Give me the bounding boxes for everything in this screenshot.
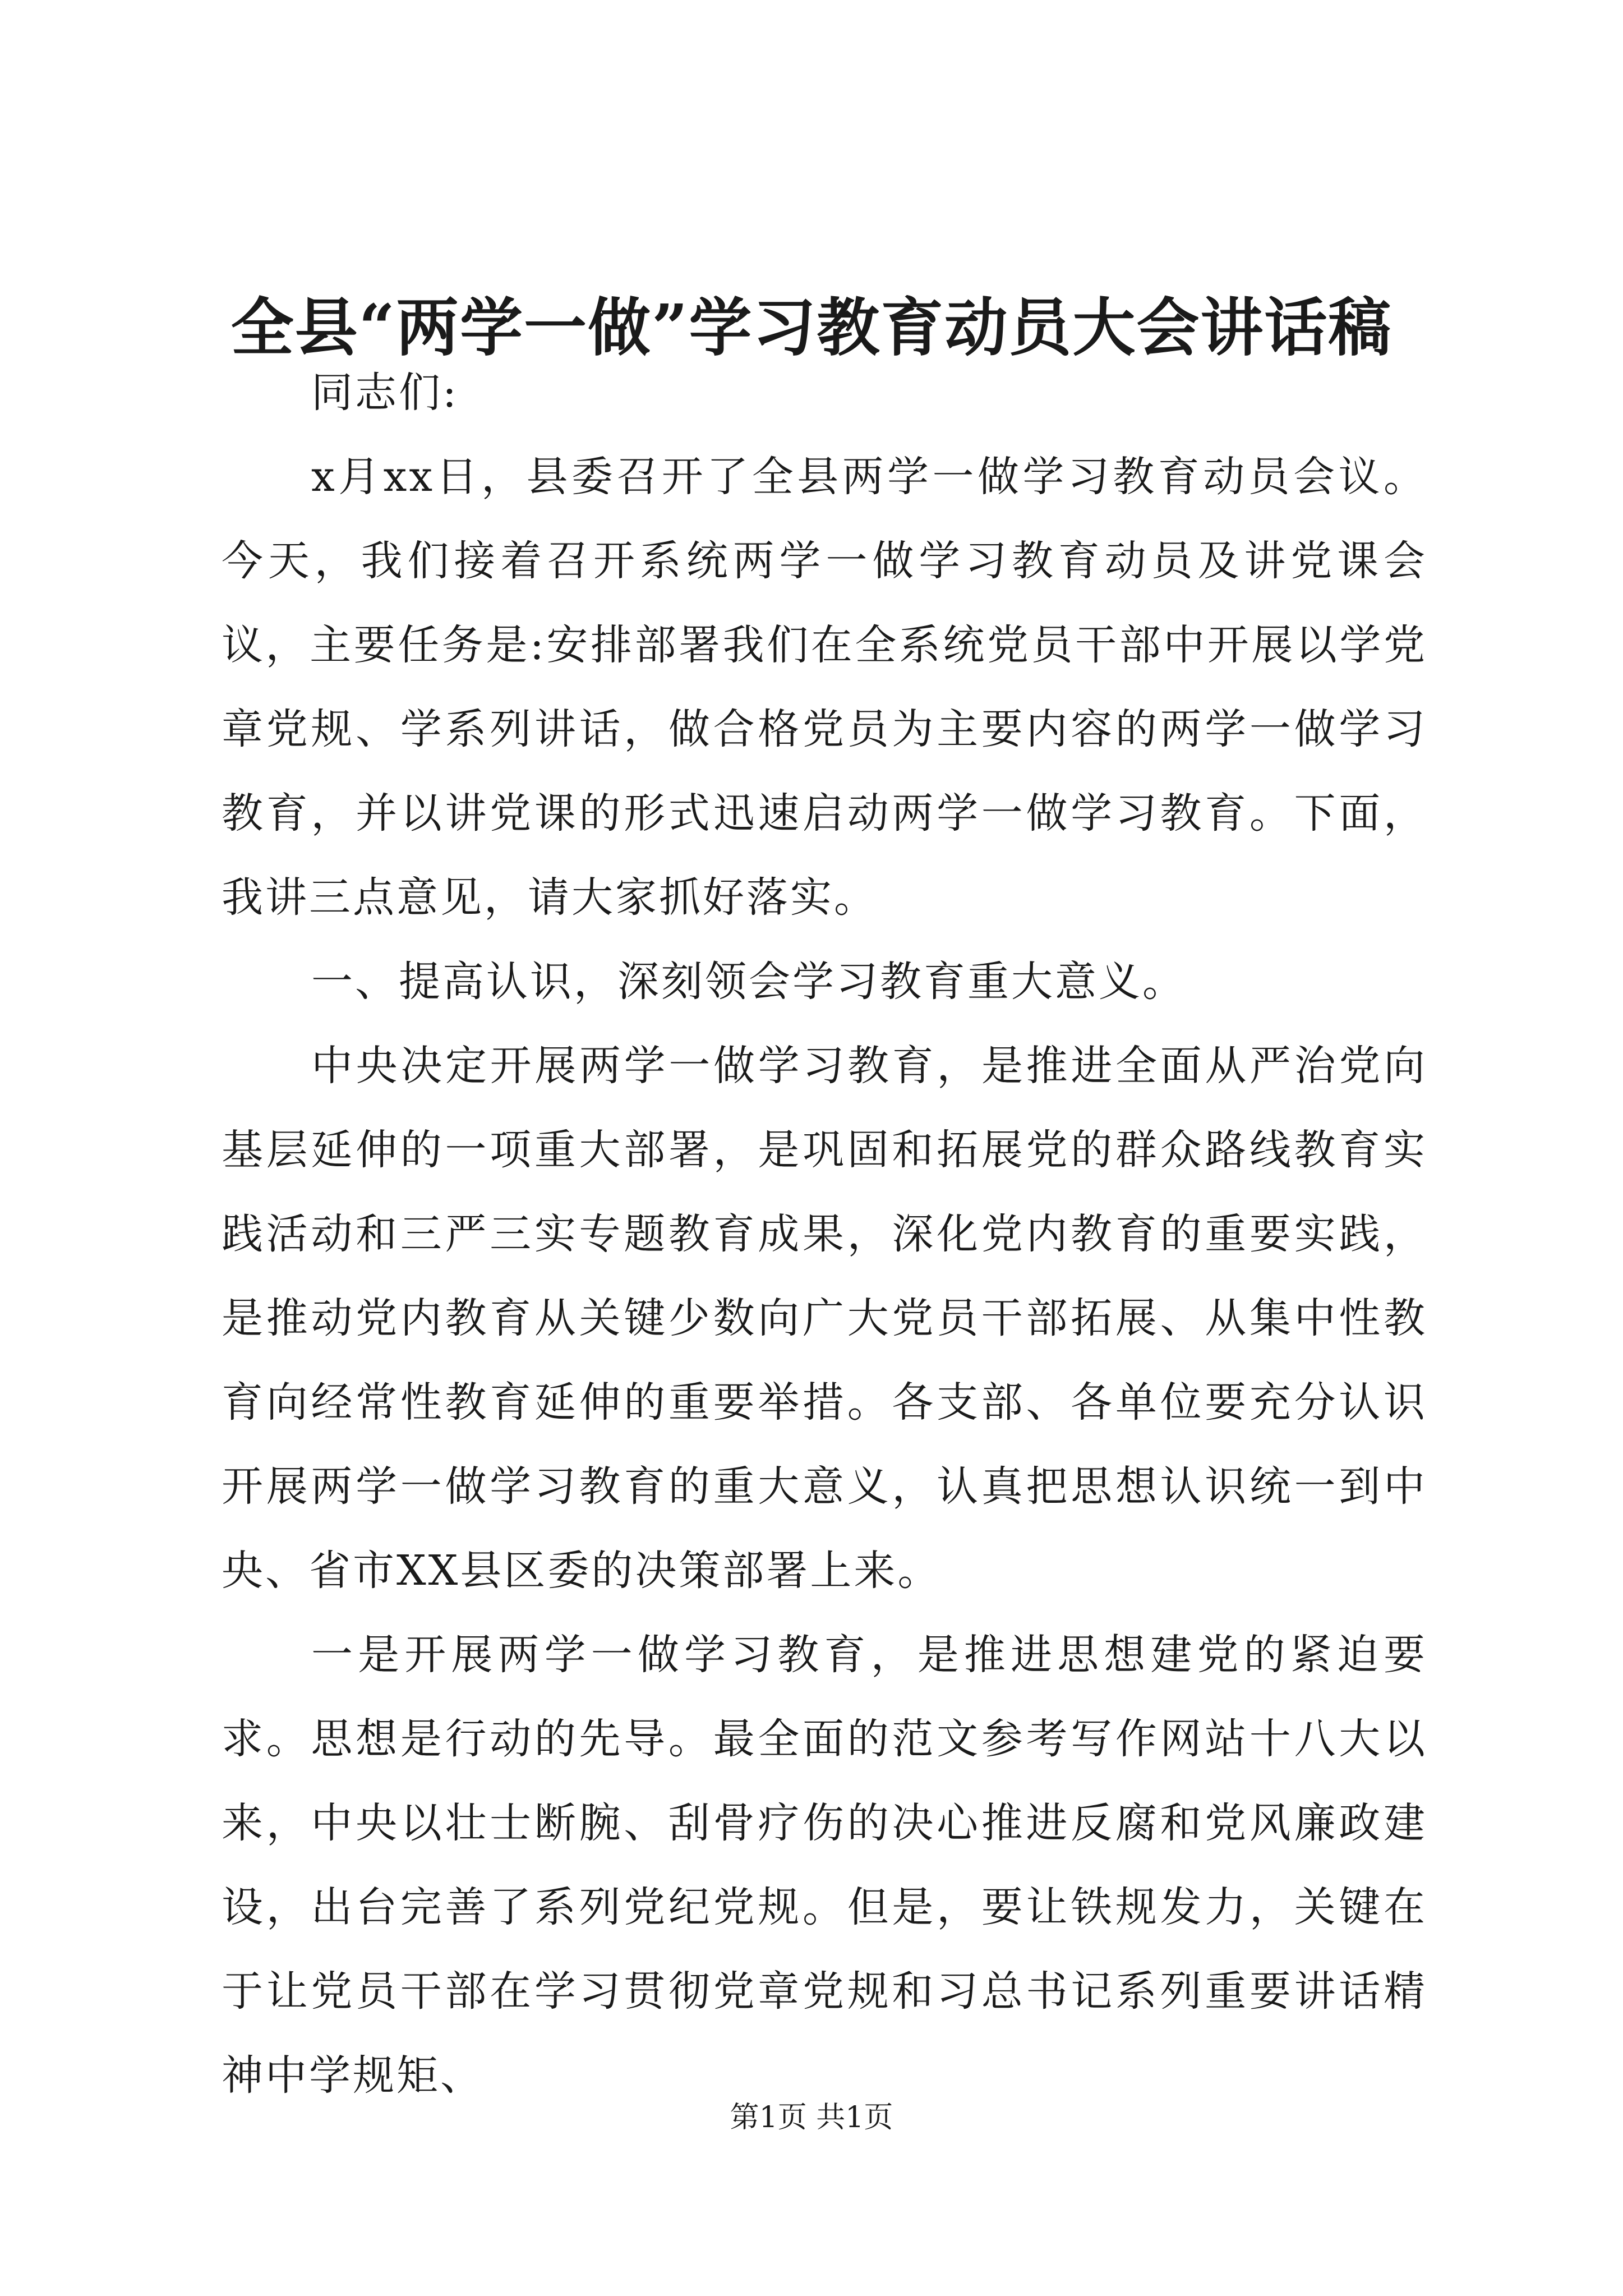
body-paragraph: 中央决定开展两学一做学习教育，是推进全面从严治党向基层延伸的一项重大部署，是巩固和拓展党的群众路线教育实践活动和三严三实专题教育成果，深化党内教育的重要实践，是推动党内教育从关键少数向广大党员干部拓展、从集中性教育向经常性教育延伸的重要举措。各支部、各单位要充分认识开展两学一做学习教育的重大意义，认真把思想认识统一到中央、省市XX县区委的决策部署上来。 bbox=[222, 1042, 1427, 1595]
intro-paragraph: x月xx日，县委召开了全县两学一做学习教育动员会议。今天，我们接着召开系统两学一做学习教育动员及讲党课会议，主要任务是:安排部署我们在全系统党员干部中开展以学党章党规、学系列讲话，做合格党员为主要内容的两学一做学习教育，并以讲党课的形式迅速启动两学一做学习教育。下面，我讲三点意见，请大家抓好落实。 bbox=[222, 453, 1427, 922]
section-heading: 一、提高认识，深刻领会学习教育重大意义。 bbox=[311, 958, 1186, 1006]
document-body bbox=[222, 351, 1427, 2118]
body-paragraph: 一是开展两学一做学习教育，是推进思想建党的紧迫要求。思想是行动的先导。最全面的范文参考写作网站十八大以来，中央以壮士断腕、刮骨疗伤的决心推进反腐和党风廉政建设，出台完善了系列党纪党规。但是，要让铁规发力，关键在于让党员干部在学习贯彻党章党规和习总书记系列重要讲话精神中学规矩、 bbox=[222, 1631, 1427, 2100]
salutation-paragraph: 同志们: bbox=[311, 369, 459, 417]
document-title: 全县“两学一做”学习教育动员大会讲话稿 bbox=[230, 291, 1393, 365]
page-number-footer: 第1页 共1页 bbox=[730, 2101, 893, 2134]
